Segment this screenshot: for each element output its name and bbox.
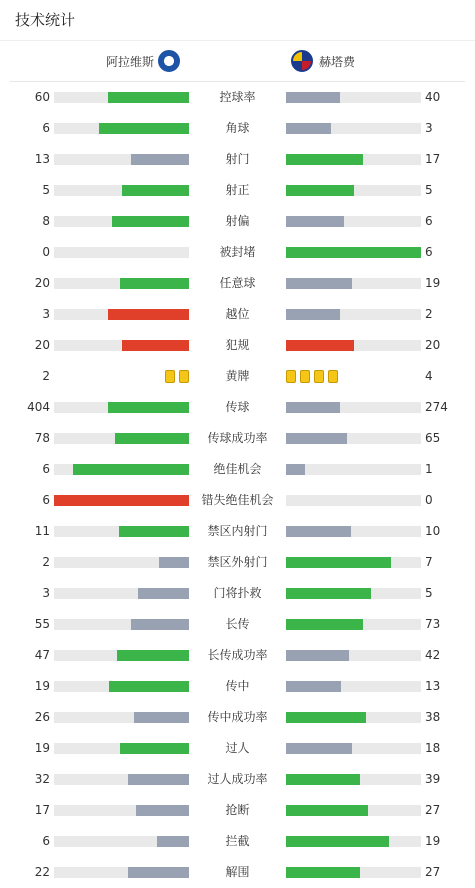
- home-team-name: 阿拉维斯: [105, 54, 154, 69]
- away-bar-fill: [286, 92, 340, 103]
- stat-label: 过人成功率: [207, 772, 268, 786]
- home-bar-track: [54, 588, 189, 599]
- away-bar-fill: [286, 464, 305, 475]
- away-stat-value: 42: [425, 648, 441, 662]
- away-bar-track: [286, 650, 421, 661]
- stat-label: 解围: [225, 865, 250, 879]
- away-bar-fill: [286, 743, 352, 754]
- away-bar-track: [286, 340, 421, 351]
- stat-label: 射偏: [225, 214, 250, 228]
- yellow-card-icon: [179, 370, 189, 383]
- home-stat-value: 32: [34, 772, 50, 786]
- away-bar-fill: [286, 433, 347, 444]
- away-bar-track: [286, 185, 421, 196]
- away-stat-value: 19: [425, 834, 441, 848]
- home-bar-track: [54, 433, 189, 444]
- home-bar-fill: [73, 464, 189, 475]
- home-bar-track: [54, 154, 189, 165]
- home-bar-track: [54, 495, 189, 506]
- stat-label: 控球率: [219, 90, 256, 104]
- stat-row: [0, 640, 475, 671]
- stat-label: 黄牌: [225, 369, 250, 383]
- home-bar-fill: [109, 681, 189, 692]
- stat-row: [0, 175, 475, 206]
- home-stat-value: 3: [42, 586, 50, 600]
- away-bar-track: [286, 805, 421, 816]
- home-bar-fill: [134, 712, 189, 723]
- away-bar-fill: [286, 278, 352, 289]
- home-stat-value: 8: [42, 214, 50, 228]
- stat-label: 禁区外射门: [207, 555, 268, 569]
- home-stat-value: 47: [34, 648, 50, 662]
- stat-row: [0, 330, 475, 361]
- stat-row: [0, 268, 475, 299]
- stat-label: 长传: [225, 617, 250, 631]
- home-bar-fill: [108, 92, 189, 103]
- home-stat-value: 60: [34, 90, 50, 104]
- away-stat-value: 65: [425, 431, 441, 445]
- stat-row: [0, 609, 475, 640]
- away-stat-value: 10: [425, 524, 441, 538]
- home-yellow-cards: [165, 370, 189, 383]
- away-bar-fill: [286, 309, 340, 320]
- away-bar-fill: [286, 867, 360, 878]
- away-stat-value: 27: [425, 865, 441, 879]
- away-stat-value: 3: [425, 121, 433, 135]
- away-bar-track: [286, 836, 421, 847]
- away-bar-track: [286, 619, 421, 630]
- away-stat-value: 2: [425, 307, 433, 321]
- away-team-name: 赫塔费: [319, 54, 356, 69]
- away-bar-fill: [286, 216, 344, 227]
- away-bar-track: [286, 278, 421, 289]
- away-bar-track: [286, 588, 421, 599]
- home-stat-value: 3: [42, 307, 50, 321]
- stat-label: 门将扑救: [213, 586, 262, 600]
- teams-header: [10, 41, 465, 82]
- home-bar-fill: [54, 495, 189, 506]
- stat-row: [0, 733, 475, 764]
- home-bar-fill: [157, 836, 189, 847]
- home-stat-value: 20: [34, 338, 50, 352]
- home-bar-fill: [120, 278, 189, 289]
- stat-row: [0, 113, 475, 144]
- stat-label: 犯规: [225, 338, 250, 352]
- away-stat-value: 13: [425, 679, 441, 693]
- home-stat-value: 19: [34, 741, 50, 755]
- home-bar-track: [54, 712, 189, 723]
- away-bar-track: [286, 309, 421, 320]
- stat-row: [0, 671, 475, 702]
- home-stat-value: 22: [34, 865, 50, 879]
- stat-row: [0, 764, 475, 795]
- stat-label: 传球: [225, 400, 250, 414]
- away-bar-track: [286, 92, 421, 103]
- stat-label: 传中: [225, 679, 250, 693]
- stat-label: 禁区内射门: [207, 524, 268, 538]
- stat-row: [0, 795, 475, 826]
- away-bar-track: [286, 464, 421, 475]
- away-bar-fill: [286, 588, 371, 599]
- alaves-crest-icon: [158, 50, 180, 72]
- stat-label: 绝佳机会: [213, 462, 262, 476]
- home-bar-fill: [120, 743, 189, 754]
- home-bar-track: [54, 805, 189, 816]
- away-bar-fill: [286, 185, 354, 196]
- away-stat-value: 40: [425, 90, 441, 104]
- home-bar-fill: [128, 867, 189, 878]
- home-stat-value: 20: [34, 276, 50, 290]
- home-stat-value: 0: [42, 245, 50, 259]
- home-bar-track: [54, 557, 189, 568]
- away-bar-fill: [286, 712, 366, 723]
- home-stat-value: 19: [34, 679, 50, 693]
- home-bar-track: [54, 247, 189, 258]
- home-stat-value: 6: [42, 493, 50, 507]
- away-bar-track: [286, 154, 421, 165]
- home-stat-value: 2: [42, 369, 50, 383]
- away-stat-value: 20: [425, 338, 441, 352]
- home-bar-fill: [119, 526, 189, 537]
- away-bar-track: [286, 681, 421, 692]
- stat-row: [0, 485, 475, 516]
- home-stat-value: 6: [42, 121, 50, 135]
- stat-row: [0, 578, 475, 609]
- home-bar-fill: [131, 619, 189, 630]
- home-bar-track: [54, 278, 189, 289]
- home-bar-track: [54, 650, 189, 661]
- away-bar-fill: [286, 340, 354, 351]
- stat-label: 长传成功率: [207, 648, 268, 662]
- home-bar-fill: [99, 123, 189, 134]
- home-bar-fill: [131, 154, 189, 165]
- stat-label: 传中成功率: [207, 710, 268, 724]
- home-bar-fill: [122, 340, 190, 351]
- home-bar-track: [54, 774, 189, 785]
- stat-row: [0, 423, 475, 454]
- away-stat-value: 38: [425, 710, 441, 724]
- home-bar-track: [54, 340, 189, 351]
- home-bar-track: [54, 92, 189, 103]
- stats-list: [0, 82, 475, 888]
- away-stat-value: 73: [425, 617, 441, 631]
- home-stat-value: 13: [34, 152, 50, 166]
- home-stat-value: 55: [34, 617, 50, 631]
- away-bar-fill: [286, 681, 341, 692]
- stat-row: [0, 237, 475, 268]
- stat-label: 越位: [225, 307, 250, 321]
- yellow-card-icon: [165, 370, 175, 383]
- away-bar-track: [286, 712, 421, 723]
- home-bar-track: [54, 464, 189, 475]
- home-bar-fill: [128, 774, 189, 785]
- home-stat-value: 404: [27, 400, 50, 414]
- stat-label: 过人: [225, 741, 250, 755]
- home-bar-track: [54, 836, 189, 847]
- away-bar-fill: [286, 247, 421, 258]
- home-stat-value: 78: [34, 431, 50, 445]
- away-bar-track: [286, 867, 421, 878]
- stat-label: 传球成功率: [207, 431, 268, 445]
- home-bar-track: [54, 123, 189, 134]
- home-bar-fill: [122, 185, 190, 196]
- home-bar-fill: [108, 402, 189, 413]
- away-bar-track: [286, 495, 421, 506]
- home-stat-value: 6: [42, 834, 50, 848]
- away-stat-value: 17: [425, 152, 441, 166]
- stat-row: [0, 361, 475, 392]
- home-stat-value: 6: [42, 462, 50, 476]
- away-bar-fill: [286, 402, 340, 413]
- stat-label: 角球: [225, 121, 250, 135]
- stat-label: 拦截: [225, 834, 250, 848]
- away-bar-fill: [286, 805, 368, 816]
- home-bar-fill: [159, 557, 189, 568]
- home-bar-fill: [115, 433, 189, 444]
- away-stat-value: 19: [425, 276, 441, 290]
- away-bar-fill: [286, 774, 360, 785]
- away-bar-fill: [286, 836, 389, 847]
- stat-row: [0, 206, 475, 237]
- away-bar-fill: [286, 154, 363, 165]
- home-bar-fill: [108, 309, 189, 320]
- home-stat-value: 2: [42, 555, 50, 569]
- home-stat-value: 11: [34, 524, 50, 538]
- stat-row: [0, 826, 475, 857]
- away-stat-value: 7: [425, 555, 433, 569]
- page-title: 技术统计: [0, 0, 475, 41]
- away-yellow-cards: [286, 370, 338, 383]
- away-stat-value: 5: [425, 586, 433, 600]
- away-bar-fill: [286, 650, 349, 661]
- home-bar-track: [54, 619, 189, 630]
- away-bar-track: [286, 216, 421, 227]
- away-bar-track: [286, 526, 421, 537]
- home-bar-fill: [136, 805, 189, 816]
- away-stat-value: 4: [425, 369, 433, 383]
- away-bar-track: [286, 433, 421, 444]
- stat-row: [0, 392, 475, 423]
- home-bar-track: [54, 216, 189, 227]
- stat-row: [0, 82, 475, 113]
- home-stat-value: 5: [42, 183, 50, 197]
- home-bar-track: [54, 309, 189, 320]
- away-stat-value: 6: [425, 245, 433, 259]
- away-bar-track: [286, 247, 421, 258]
- away-stat-value: 39: [425, 772, 441, 786]
- home-stat-value: 26: [34, 710, 50, 724]
- stat-row: [0, 857, 475, 888]
- away-bar-fill: [286, 557, 391, 568]
- away-bar-track: [286, 774, 421, 785]
- home-team[interactable]: [106, 41, 180, 81]
- home-bar-track: [54, 867, 189, 878]
- home-stat-value: 17: [34, 803, 50, 817]
- away-bar-track: [286, 402, 421, 413]
- away-bar-track: [286, 743, 421, 754]
- away-stat-value: 274: [425, 400, 448, 414]
- home-bar-track: [54, 402, 189, 413]
- stat-row: [0, 299, 475, 330]
- stat-label: 错失绝佳机会: [201, 493, 274, 507]
- away-bar-track: [286, 557, 421, 568]
- yellow-card-icon: [314, 370, 324, 383]
- away-bar-track: [286, 123, 421, 134]
- away-bar-fill: [286, 526, 351, 537]
- stat-label: 射正: [225, 183, 250, 197]
- stat-row: [0, 516, 475, 547]
- stat-row: [0, 547, 475, 578]
- home-bar-track: [54, 185, 189, 196]
- away-bar-fill: [286, 619, 363, 630]
- away-stat-value: 6: [425, 214, 433, 228]
- yellow-card-icon: [286, 370, 296, 383]
- home-bar-track: [54, 743, 189, 754]
- stat-row: [0, 144, 475, 175]
- home-bar-fill: [138, 588, 189, 599]
- away-stat-value: 18: [425, 741, 441, 755]
- stat-label: 抢断: [225, 803, 250, 817]
- away-stat-value: 27: [425, 803, 441, 817]
- away-stat-value: 0: [425, 493, 433, 507]
- stat-row: [0, 702, 475, 733]
- stat-label: 任意球: [219, 276, 256, 290]
- stat-label: 射门: [225, 152, 250, 166]
- home-bar-fill: [117, 650, 189, 661]
- home-bar-fill: [112, 216, 189, 227]
- home-bar-track: [54, 526, 189, 537]
- home-bar-track: [54, 681, 189, 692]
- stat-row: [0, 454, 475, 485]
- away-stat-value: 5: [425, 183, 433, 197]
- getafe-crest-icon: [291, 50, 313, 72]
- yellow-card-icon: [300, 370, 310, 383]
- away-stat-value: 1: [425, 462, 433, 476]
- yellow-card-icon: [328, 370, 338, 383]
- stat-label: 被封堵: [219, 245, 256, 259]
- away-bar-fill: [286, 123, 331, 134]
- away-team[interactable]: [291, 41, 355, 81]
